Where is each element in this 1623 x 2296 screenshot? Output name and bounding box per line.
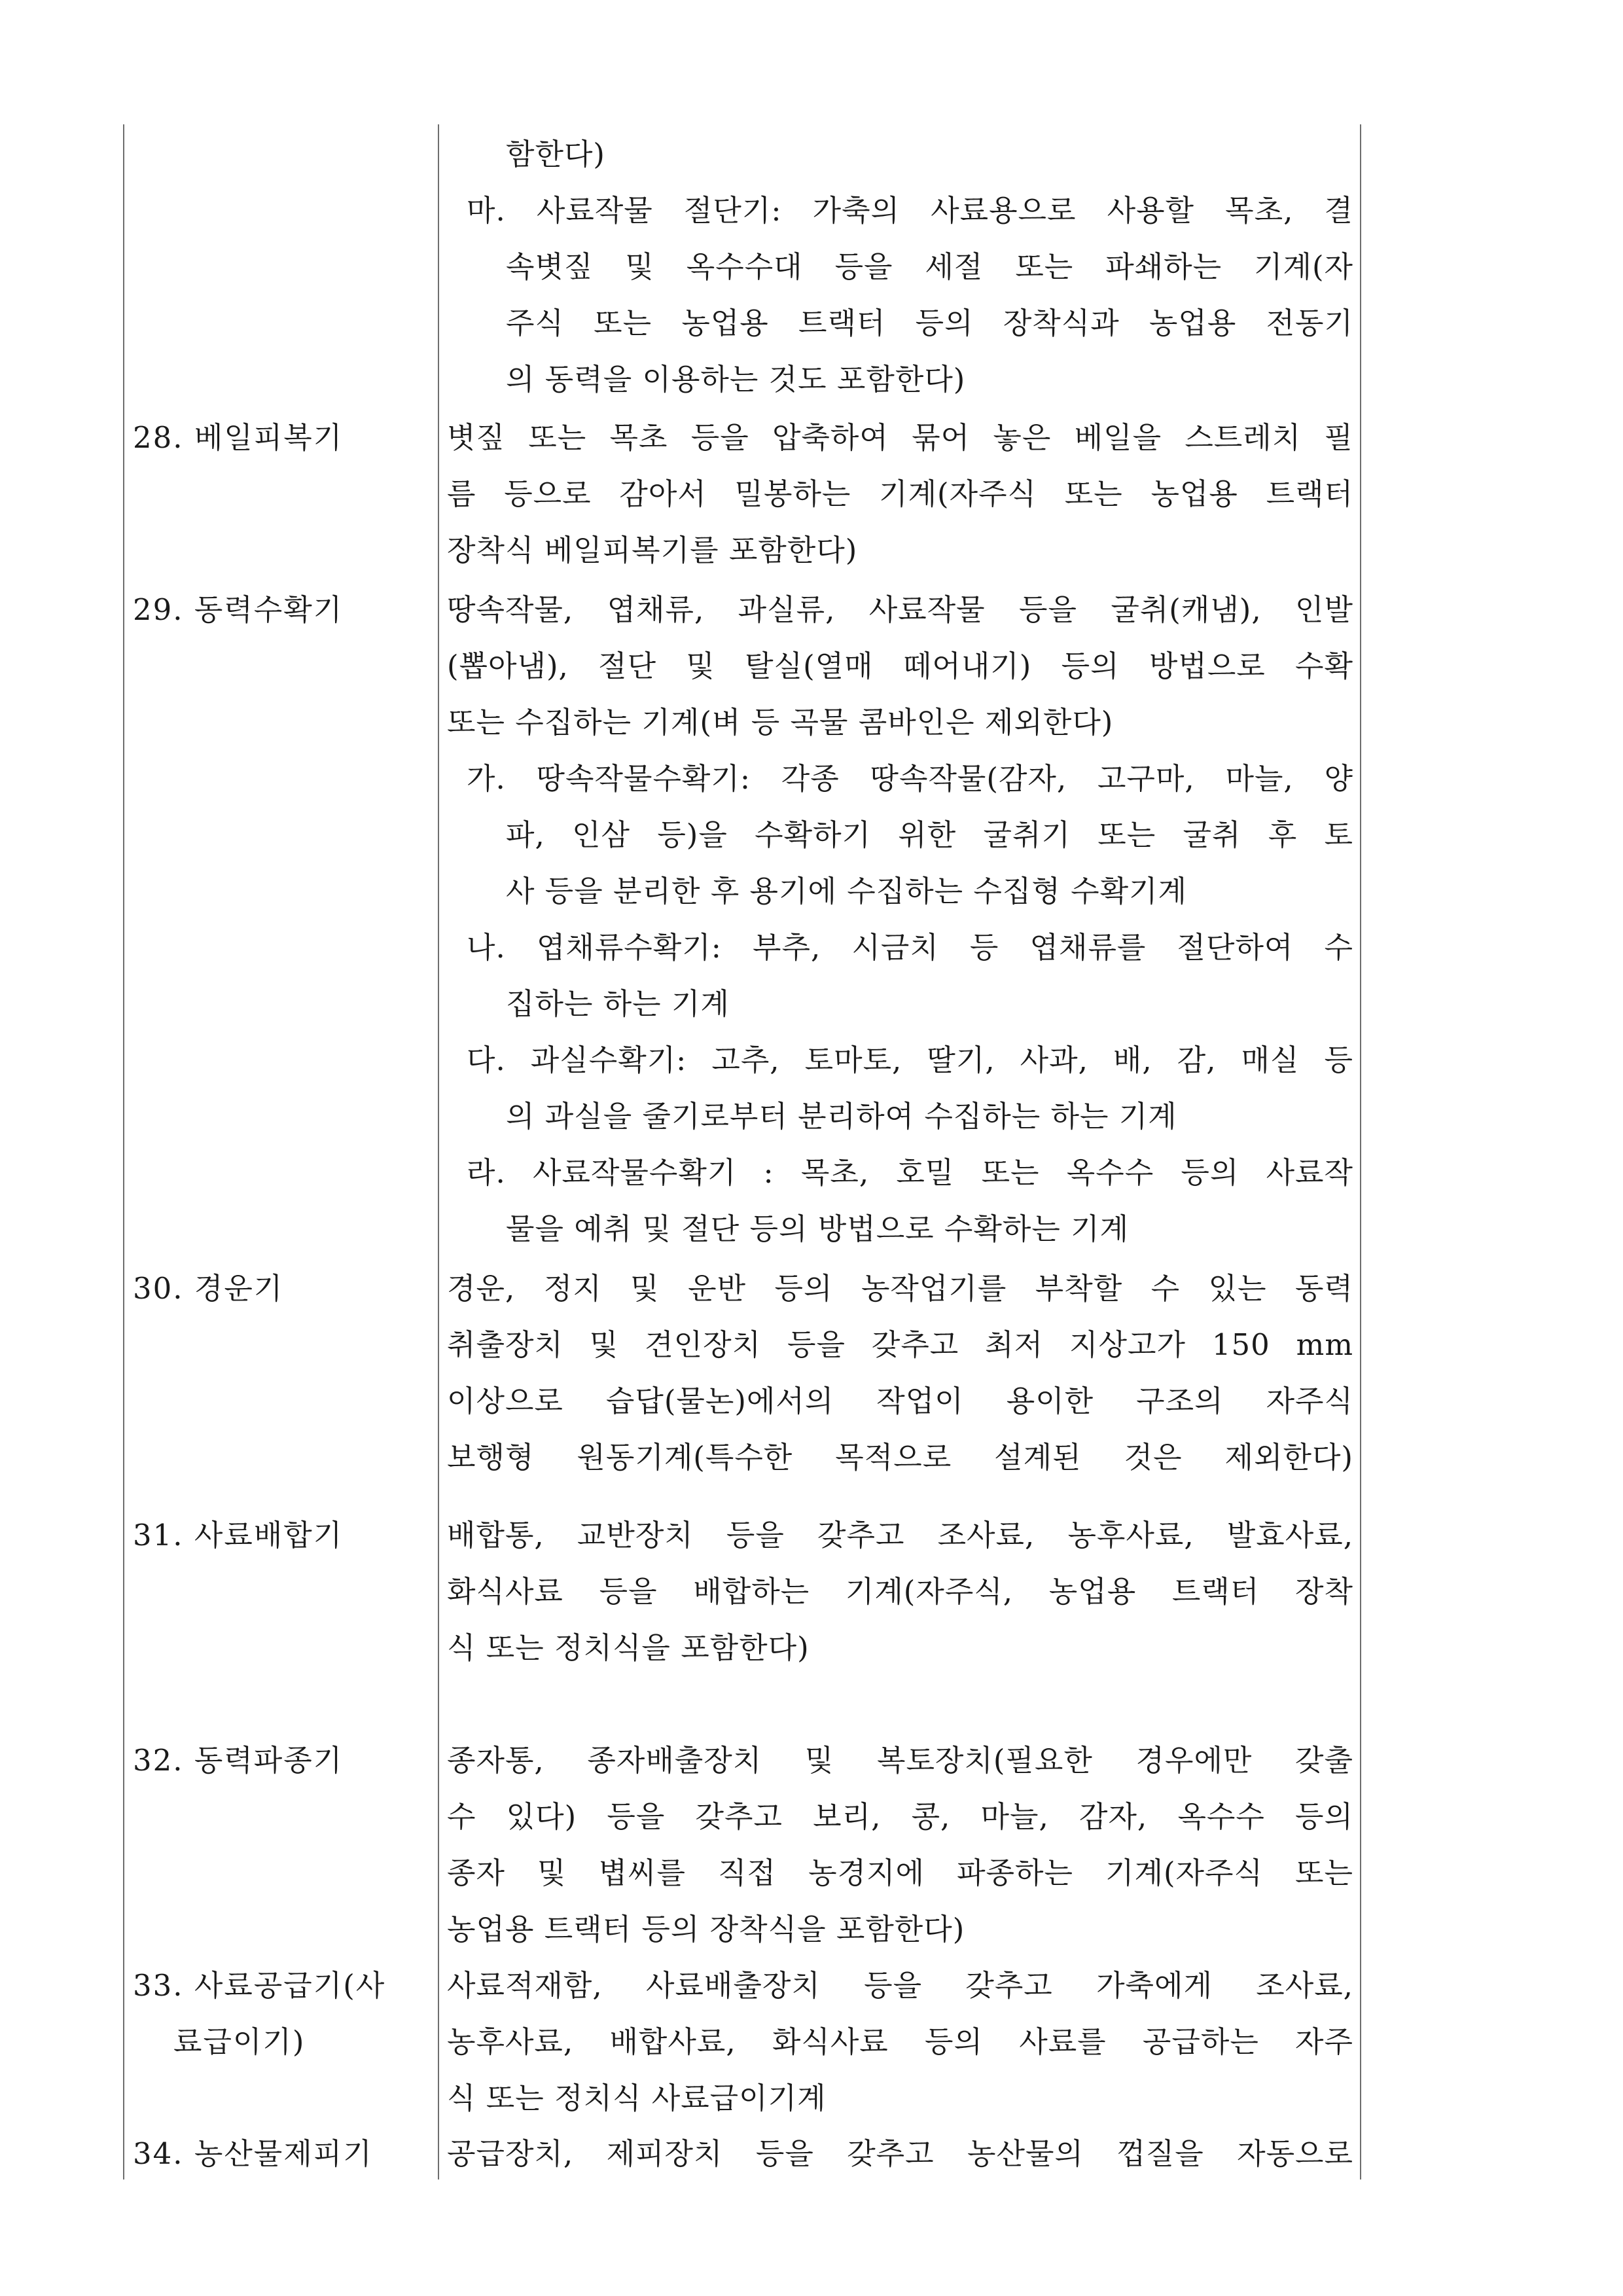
table-column-divider (438, 124, 439, 2179)
description-cell (447, 1507, 1353, 1676)
term-cell (133, 2126, 434, 2182)
description-cell (447, 582, 1353, 1257)
term-text: 33. 사료공급기(사 (133, 1968, 386, 2003)
description-line: 장착식 베일피복기를 포함한다) (447, 533, 858, 567)
description-line: 땅속작물, 엽채류, 과실류, 사료작물 등을 굴취(캐냄), 인발 (447, 592, 1353, 627)
description-line: (뽑아냄), 절단 및 탈실(열매 떼어내기) 등의 방법으로 수확 (447, 649, 1353, 683)
description-line: 화식사료 등을 배합하는 기계(자주식, 농업용 트랙터 장착 (447, 1574, 1353, 1609)
description-line: 이상으로 습답(물논)에서의 작업이 용이한 구조의 자주식 (447, 1384, 1353, 1418)
description-line: 가. 땅속작물수확기: 각종 땅속작물(감자, 고구마, 마늘, 양 (467, 761, 1353, 796)
description-line: 농후사료, 배합사료, 화식사료 등의 사료를 공급하는 자주 (447, 2024, 1353, 2059)
description-line: 볏짚 또는 목초 등을 압축하여 묶어 놓은 베일을 스트레치 필 (447, 420, 1353, 455)
term-cell (133, 1958, 434, 2070)
table-right-border (1360, 124, 1361, 2179)
description-cell (447, 1958, 1353, 2126)
term-cell (133, 1507, 434, 1564)
term-text: 28. 베일피복기 (133, 420, 344, 455)
description-line: 보행형 원동기계(특수한 목적으로 설계된 것은 제외한다) (447, 1440, 1353, 1475)
description-line: 속볏짚 및 옥수수대 등을 세절 또는 파쇄하는 기계(자 (506, 249, 1353, 284)
description-line: 집하는 하는 기계 (506, 986, 730, 1021)
description-cell (447, 2126, 1353, 2182)
description-line: 식 또는 정치식을 포함한다) (447, 1630, 810, 1665)
term-text: 31. 사료배합기 (133, 1518, 344, 1552)
term-text: 29. 동력수확기 (133, 592, 344, 627)
description-line: 취출장치 및 견인장치 등을 갖추고 최저 지상고가 150 mm (447, 1327, 1353, 1362)
term-text: 34. 농산물제피기 (133, 2136, 373, 2171)
description-line: 사 등을 분리한 후 용기에 수집하는 수집형 수확기계 (506, 874, 1188, 908)
description-line: 파, 인삼 등)을 수확하기 위한 굴취기 또는 굴취 후 토 (506, 817, 1353, 852)
description-line: 마. 사료작물 절단기: 가축의 사료용으로 사용할 목초, 결 (467, 193, 1353, 228)
description-line: 다. 과실수확기: 고추, 토마토, 딸기, 사과, 배, 감, 매실 등 (467, 1043, 1353, 1077)
description-line: 종자통, 종자배출장치 및 복토장치(필요한 경우에만 갖출 (447, 1743, 1353, 1778)
description-line: 종자 및 볍씨를 직접 농경지에 파종하는 기계(자주식 또는 (447, 1856, 1353, 1890)
description-line: 함한다) (506, 137, 605, 171)
term-text: 료급이기) (173, 2024, 306, 2059)
table-left-border (123, 124, 124, 2179)
description-line: 경운, 정지 및 운반 등의 농작업기를 부착할 수 있는 동력 (447, 1271, 1353, 1306)
description-cell (447, 1261, 1353, 1486)
description-line: 배합통, 교반장치 등을 갖추고 조사료, 농후사료, 발효사료, (447, 1518, 1353, 1552)
description-line: 농업용 트랙터 등의 장착식을 포함한다) (447, 1912, 965, 1946)
description-line: 의 동력을 이용하는 것도 포함한다) (506, 362, 966, 397)
term-text: 30. 경운기 (133, 1271, 284, 1306)
description-line: 의 과실을 줄기로부터 분리하여 수집하는 하는 기계 (506, 1099, 1177, 1134)
term-cell (133, 1732, 434, 1789)
description-line: 식 또는 정치식 사료급이기계 (447, 2081, 827, 2115)
term-cell (133, 1261, 434, 1317)
description-cell (447, 126, 1353, 408)
description-line: 라. 사료작물수확기 : 목초, 호밀 또는 옥수수 등의 사료작 (467, 1155, 1353, 1190)
description-line: 물을 예취 및 절단 등의 방법으로 수확하는 기계 (506, 1211, 1130, 1246)
description-line: 름 등으로 감아서 밀봉하는 기계(자주식 또는 농업용 트랙터 (447, 476, 1353, 511)
description-cell (447, 410, 1353, 579)
description-line: 공급장치, 제피장치 등을 갖추고 농산물의 껍질을 자동으로 (447, 2136, 1353, 2171)
description-cell (447, 1732, 1353, 1958)
description-line: 수 있다) 등을 갖추고 보리, 콩, 마늘, 감자, 옥수수 등의 (447, 1799, 1353, 1834)
description-line: 사료적재함, 사료배출장치 등을 갖추고 가축에게 조사료, (447, 1968, 1353, 2003)
description-line: 나. 엽채류수확기: 부추, 시금치 등 엽채류를 절단하여 수 (467, 930, 1353, 965)
term-cell (133, 410, 434, 466)
description-line: 또는 수집하는 기계(벼 등 곡물 콤바인은 제외한다) (447, 705, 1114, 740)
term-text: 32. 동력파종기 (133, 1743, 344, 1778)
description-line: 주식 또는 농업용 트랙터 등의 장착식과 농업용 전동기 (506, 306, 1353, 340)
term-cell (133, 582, 434, 638)
